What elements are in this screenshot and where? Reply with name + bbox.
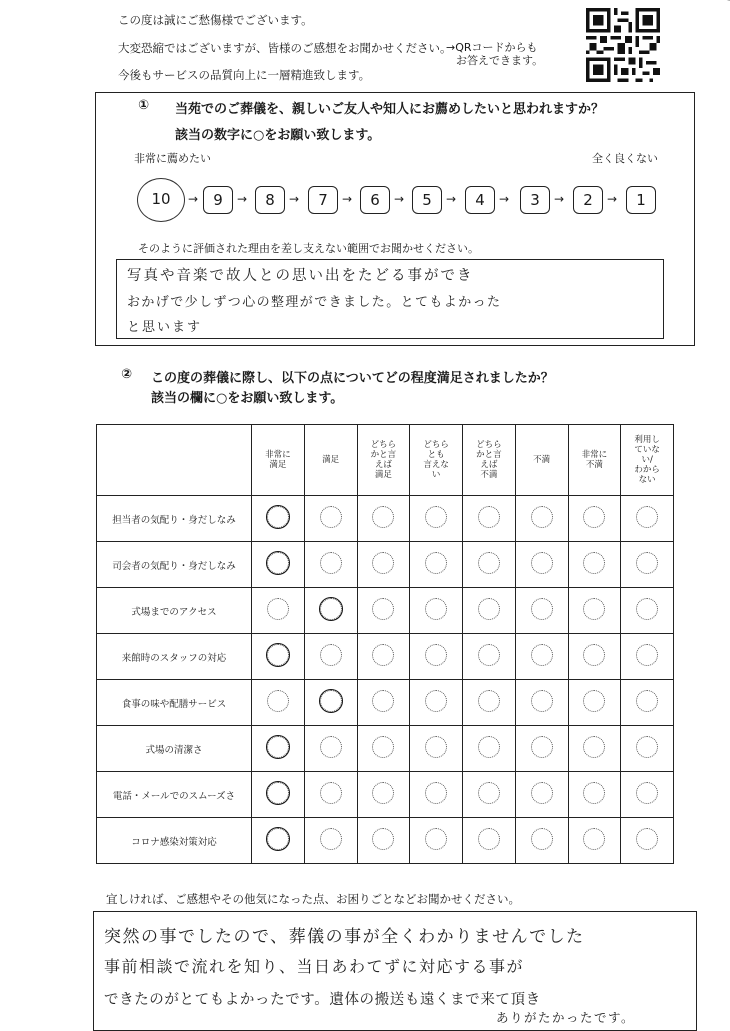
table-row xyxy=(97,542,674,588)
arrow-right-icon: → xyxy=(236,192,248,206)
option-circle[interactable] xyxy=(320,552,342,574)
column-header-3: どちら とも 言えな い xyxy=(410,425,463,496)
arrow-right-icon: → xyxy=(288,192,300,206)
option-circle[interactable] xyxy=(636,690,658,712)
option-cell xyxy=(621,680,674,726)
option-cell xyxy=(463,726,516,772)
option-cell xyxy=(515,542,568,588)
row-label: コロナ感染対策対応 xyxy=(97,818,252,864)
row-label: 食事の味や配膳サービス xyxy=(97,680,252,726)
option-cell xyxy=(463,588,516,634)
option-circle[interactable] xyxy=(372,782,394,804)
q1-left-label: 非常に薦めたい xyxy=(134,152,211,165)
table-header-row xyxy=(97,425,674,496)
q1-right-label: 全く良くない xyxy=(592,152,658,165)
table-row xyxy=(97,496,674,542)
option-cell xyxy=(568,726,621,772)
option-circle[interactable] xyxy=(478,598,500,620)
option-circle[interactable] xyxy=(583,736,605,758)
option-circle[interactable] xyxy=(320,736,342,758)
option-cell xyxy=(568,588,621,634)
score-option-5[interactable]: 5 xyxy=(412,186,442,214)
option-cell xyxy=(515,726,568,772)
row-label: 式場の清潔さ xyxy=(97,726,252,772)
column-header-6: 非常に 不満 xyxy=(568,425,621,496)
option-circle[interactable] xyxy=(372,736,394,758)
option-cell xyxy=(304,772,357,818)
option-cell xyxy=(252,680,305,726)
table-corner-cell xyxy=(97,425,252,496)
table-row xyxy=(97,726,674,772)
option-circle[interactable] xyxy=(636,552,658,574)
option-circle[interactable] xyxy=(636,506,658,528)
score-option-1[interactable]: 1 xyxy=(626,186,656,214)
option-circle[interactable] xyxy=(320,828,342,850)
q2-title: この度の葬儀に際し、以下の点についてどの程度満足されましたか？ xyxy=(151,371,554,386)
column-header-0: 非常に 満足 xyxy=(252,425,305,496)
option-cell xyxy=(252,818,305,864)
option-cell xyxy=(357,542,410,588)
reason-answer-box[interactable] xyxy=(116,259,664,339)
option-cell xyxy=(621,588,674,634)
row-label: 担当者の気配り・身だしなみ xyxy=(97,496,252,542)
score-option-9[interactable]: 9 xyxy=(203,186,233,214)
score-option-7[interactable]: 7 xyxy=(308,186,338,214)
q1-title: 当苑でのご葬儀を、親しいご友人や知人にお薦めしたいと思われますか？ xyxy=(175,102,605,117)
option-cell xyxy=(410,496,463,542)
option-cell xyxy=(252,542,305,588)
selected-option-circle[interactable] xyxy=(267,552,289,574)
option-circle[interactable] xyxy=(372,506,394,528)
option-circle[interactable] xyxy=(531,598,553,620)
qr-note xyxy=(446,41,543,67)
option-cell xyxy=(252,772,305,818)
option-circle[interactable] xyxy=(425,828,447,850)
option-cell xyxy=(304,818,357,864)
option-cell xyxy=(568,680,621,726)
option-circle[interactable] xyxy=(531,644,553,666)
comments-answer-box[interactable] xyxy=(93,911,697,1031)
qr-note-line-2: お答えできます。 xyxy=(456,54,544,67)
option-circle[interactable] xyxy=(478,506,500,528)
option-cell xyxy=(410,588,463,634)
option-cell xyxy=(410,818,463,864)
intro-line-3: 今後もサービスの品質向上に一層精進致します。 xyxy=(118,68,371,82)
reason-line-3: と思います xyxy=(127,320,203,335)
option-cell xyxy=(621,634,674,680)
option-circle[interactable] xyxy=(267,598,289,620)
option-circle[interactable] xyxy=(531,782,553,804)
comment-line-2: 事前相談で流れを知り、当日あわてずに対応する事が xyxy=(104,957,525,976)
arrow-right-icon: → xyxy=(187,192,199,206)
option-cell xyxy=(304,496,357,542)
table-row xyxy=(97,818,674,864)
option-cell xyxy=(252,496,305,542)
option-cell xyxy=(568,634,621,680)
option-cell xyxy=(410,726,463,772)
selected-option-circle[interactable] xyxy=(267,828,289,850)
column-header-2: どちら かと言 えば 満足 xyxy=(357,425,410,496)
scan-edge-mark xyxy=(701,0,730,12)
option-cell xyxy=(410,680,463,726)
option-cell xyxy=(621,772,674,818)
option-circle[interactable] xyxy=(425,736,447,758)
table-row xyxy=(97,588,674,634)
option-circle[interactable] xyxy=(531,506,553,528)
option-cell xyxy=(357,588,410,634)
option-cell xyxy=(568,772,621,818)
option-circle[interactable] xyxy=(478,644,500,666)
comment-line-1: 突然の事でしたので、葬儀の事が全くわかりませんでした xyxy=(104,927,585,947)
option-cell xyxy=(515,496,568,542)
comments-prompt: 宜しければ、ご感想やその他気になった点、お困りごとなどお聞かせください。 xyxy=(106,892,520,906)
option-circle[interactable] xyxy=(372,828,394,850)
row-label: 電話・メールでのスムーズさ xyxy=(97,772,252,818)
option-circle[interactable] xyxy=(583,644,605,666)
option-circle[interactable] xyxy=(583,828,605,850)
option-cell xyxy=(463,542,516,588)
comment-line-3: できたのがとてもよかったです。遺体の搬送も遠くまで来て頂き xyxy=(104,992,541,1008)
selected-option-circle[interactable] xyxy=(267,736,289,758)
option-cell xyxy=(357,496,410,542)
option-circle[interactable] xyxy=(478,690,500,712)
score-option-2[interactable]: 2 xyxy=(573,186,603,214)
option-cell xyxy=(252,726,305,772)
option-cell xyxy=(252,634,305,680)
option-cell xyxy=(304,542,357,588)
option-circle[interactable] xyxy=(320,506,342,528)
column-header-1: 満足 xyxy=(304,425,357,496)
option-cell xyxy=(357,680,410,726)
table-row xyxy=(97,634,674,680)
option-cell xyxy=(463,634,516,680)
option-circle[interactable] xyxy=(636,782,658,804)
table-row xyxy=(97,772,674,818)
option-cell xyxy=(357,634,410,680)
q2-number: ② xyxy=(121,367,133,382)
comment-line-4: ありがたかったです。 xyxy=(496,1010,636,1025)
option-circle[interactable] xyxy=(531,552,553,574)
reason-line-2: おかげで少しずつ心の整理ができました。とてもよかった xyxy=(127,295,502,310)
reason-prompt: そのように評価された理由を差し支えない範囲でお聞かせください。 xyxy=(138,242,479,255)
option-cell xyxy=(304,726,357,772)
intro-line-2: 大変恐縮ではございますが、皆様のご感想をお聞かせください。 xyxy=(118,41,452,55)
table-body xyxy=(97,496,674,864)
option-cell xyxy=(621,726,674,772)
option-cell xyxy=(515,772,568,818)
option-cell xyxy=(410,634,463,680)
option-circle[interactable] xyxy=(583,506,605,528)
option-circle[interactable] xyxy=(531,736,553,758)
option-circle[interactable] xyxy=(636,736,658,758)
arrow-right-icon: → xyxy=(341,192,353,206)
intro-line-1: この度は誠にご愁傷様でございます。 xyxy=(118,13,313,27)
option-circle[interactable] xyxy=(531,690,553,712)
column-header-7: 利用し ていな い/ わから ない xyxy=(621,425,674,496)
option-cell xyxy=(463,818,516,864)
reason-line-1: 写真や音楽で故人との思い出をたどる事ができ xyxy=(127,268,474,284)
option-cell xyxy=(515,588,568,634)
qr-code-icon[interactable] xyxy=(586,8,660,82)
option-cell xyxy=(568,818,621,864)
option-cell xyxy=(568,542,621,588)
selected-option-circle[interactable] xyxy=(267,644,289,666)
q1-number: ① xyxy=(138,98,150,113)
option-cell xyxy=(357,818,410,864)
option-cell xyxy=(568,496,621,542)
option-cell xyxy=(410,772,463,818)
option-cell xyxy=(621,496,674,542)
option-cell xyxy=(304,634,357,680)
option-circle[interactable] xyxy=(583,552,605,574)
option-circle[interactable] xyxy=(478,828,500,850)
option-circle[interactable] xyxy=(372,690,394,712)
arrow-right-icon: → xyxy=(606,192,618,206)
option-circle[interactable] xyxy=(636,828,658,850)
option-circle[interactable] xyxy=(267,690,289,712)
column-header-4: どちら かと言 えば 不満 xyxy=(463,425,516,496)
option-cell xyxy=(515,680,568,726)
arrow-right-icon: → xyxy=(553,192,565,206)
q1-instruction: 該当の数字に○をお願い致します。 xyxy=(175,128,381,143)
option-cell xyxy=(252,588,305,634)
row-label: 式場までのアクセス xyxy=(97,588,252,634)
option-cell xyxy=(304,588,357,634)
option-circle[interactable] xyxy=(425,690,447,712)
option-cell xyxy=(463,772,516,818)
option-circle[interactable] xyxy=(583,598,605,620)
option-circle[interactable] xyxy=(478,782,500,804)
option-cell xyxy=(463,496,516,542)
selected-option-circle[interactable] xyxy=(320,690,342,712)
score-option-8[interactable]: 8 xyxy=(255,186,285,214)
option-cell xyxy=(621,818,674,864)
option-circle[interactable] xyxy=(425,782,447,804)
option-cell xyxy=(463,680,516,726)
option-circle[interactable] xyxy=(425,506,447,528)
option-circle[interactable] xyxy=(372,598,394,620)
arrow-right-icon: → xyxy=(393,192,405,206)
option-circle[interactable] xyxy=(636,598,658,620)
arrow-right-icon: → xyxy=(498,192,510,206)
option-circle[interactable] xyxy=(372,552,394,574)
score-option-6[interactable]: 6 xyxy=(360,186,390,214)
table-row xyxy=(97,680,674,726)
option-circle[interactable] xyxy=(425,552,447,574)
column-header-5: 不満 xyxy=(515,425,568,496)
option-circle[interactable] xyxy=(320,644,342,666)
option-cell xyxy=(357,772,410,818)
score-option-10[interactable]: 10 xyxy=(151,190,171,208)
score-option-4[interactable]: 4 xyxy=(465,186,495,214)
arrow-right-icon: → xyxy=(445,192,457,206)
option-circle[interactable] xyxy=(636,644,658,666)
option-circle[interactable] xyxy=(583,782,605,804)
option-cell xyxy=(515,818,568,864)
option-circle[interactable] xyxy=(320,782,342,804)
selected-option-circle[interactable] xyxy=(320,598,342,620)
row-label: 来館時のスタッフの対応 xyxy=(97,634,252,680)
option-circle[interactable] xyxy=(478,552,500,574)
option-cell xyxy=(357,726,410,772)
q2-instruction: 該当の欄に○をお願い致します。 xyxy=(151,391,344,406)
option-circle[interactable] xyxy=(425,598,447,620)
option-circle[interactable] xyxy=(583,690,605,712)
option-cell xyxy=(410,542,463,588)
selected-option-circle[interactable] xyxy=(267,782,289,804)
option-cell xyxy=(304,680,357,726)
option-cell xyxy=(621,542,674,588)
option-circle[interactable] xyxy=(425,644,447,666)
satisfaction-table xyxy=(96,424,674,864)
row-label: 司会者の気配り・身だしなみ xyxy=(97,542,252,588)
score-option-3[interactable]: 3 xyxy=(520,186,550,214)
qr-note-line-1: →QRコードからも xyxy=(446,41,538,54)
option-cell xyxy=(515,634,568,680)
option-circle[interactable] xyxy=(531,828,553,850)
selected-option-circle[interactable] xyxy=(267,506,289,528)
option-circle[interactable] xyxy=(478,736,500,758)
option-circle[interactable] xyxy=(372,644,394,666)
